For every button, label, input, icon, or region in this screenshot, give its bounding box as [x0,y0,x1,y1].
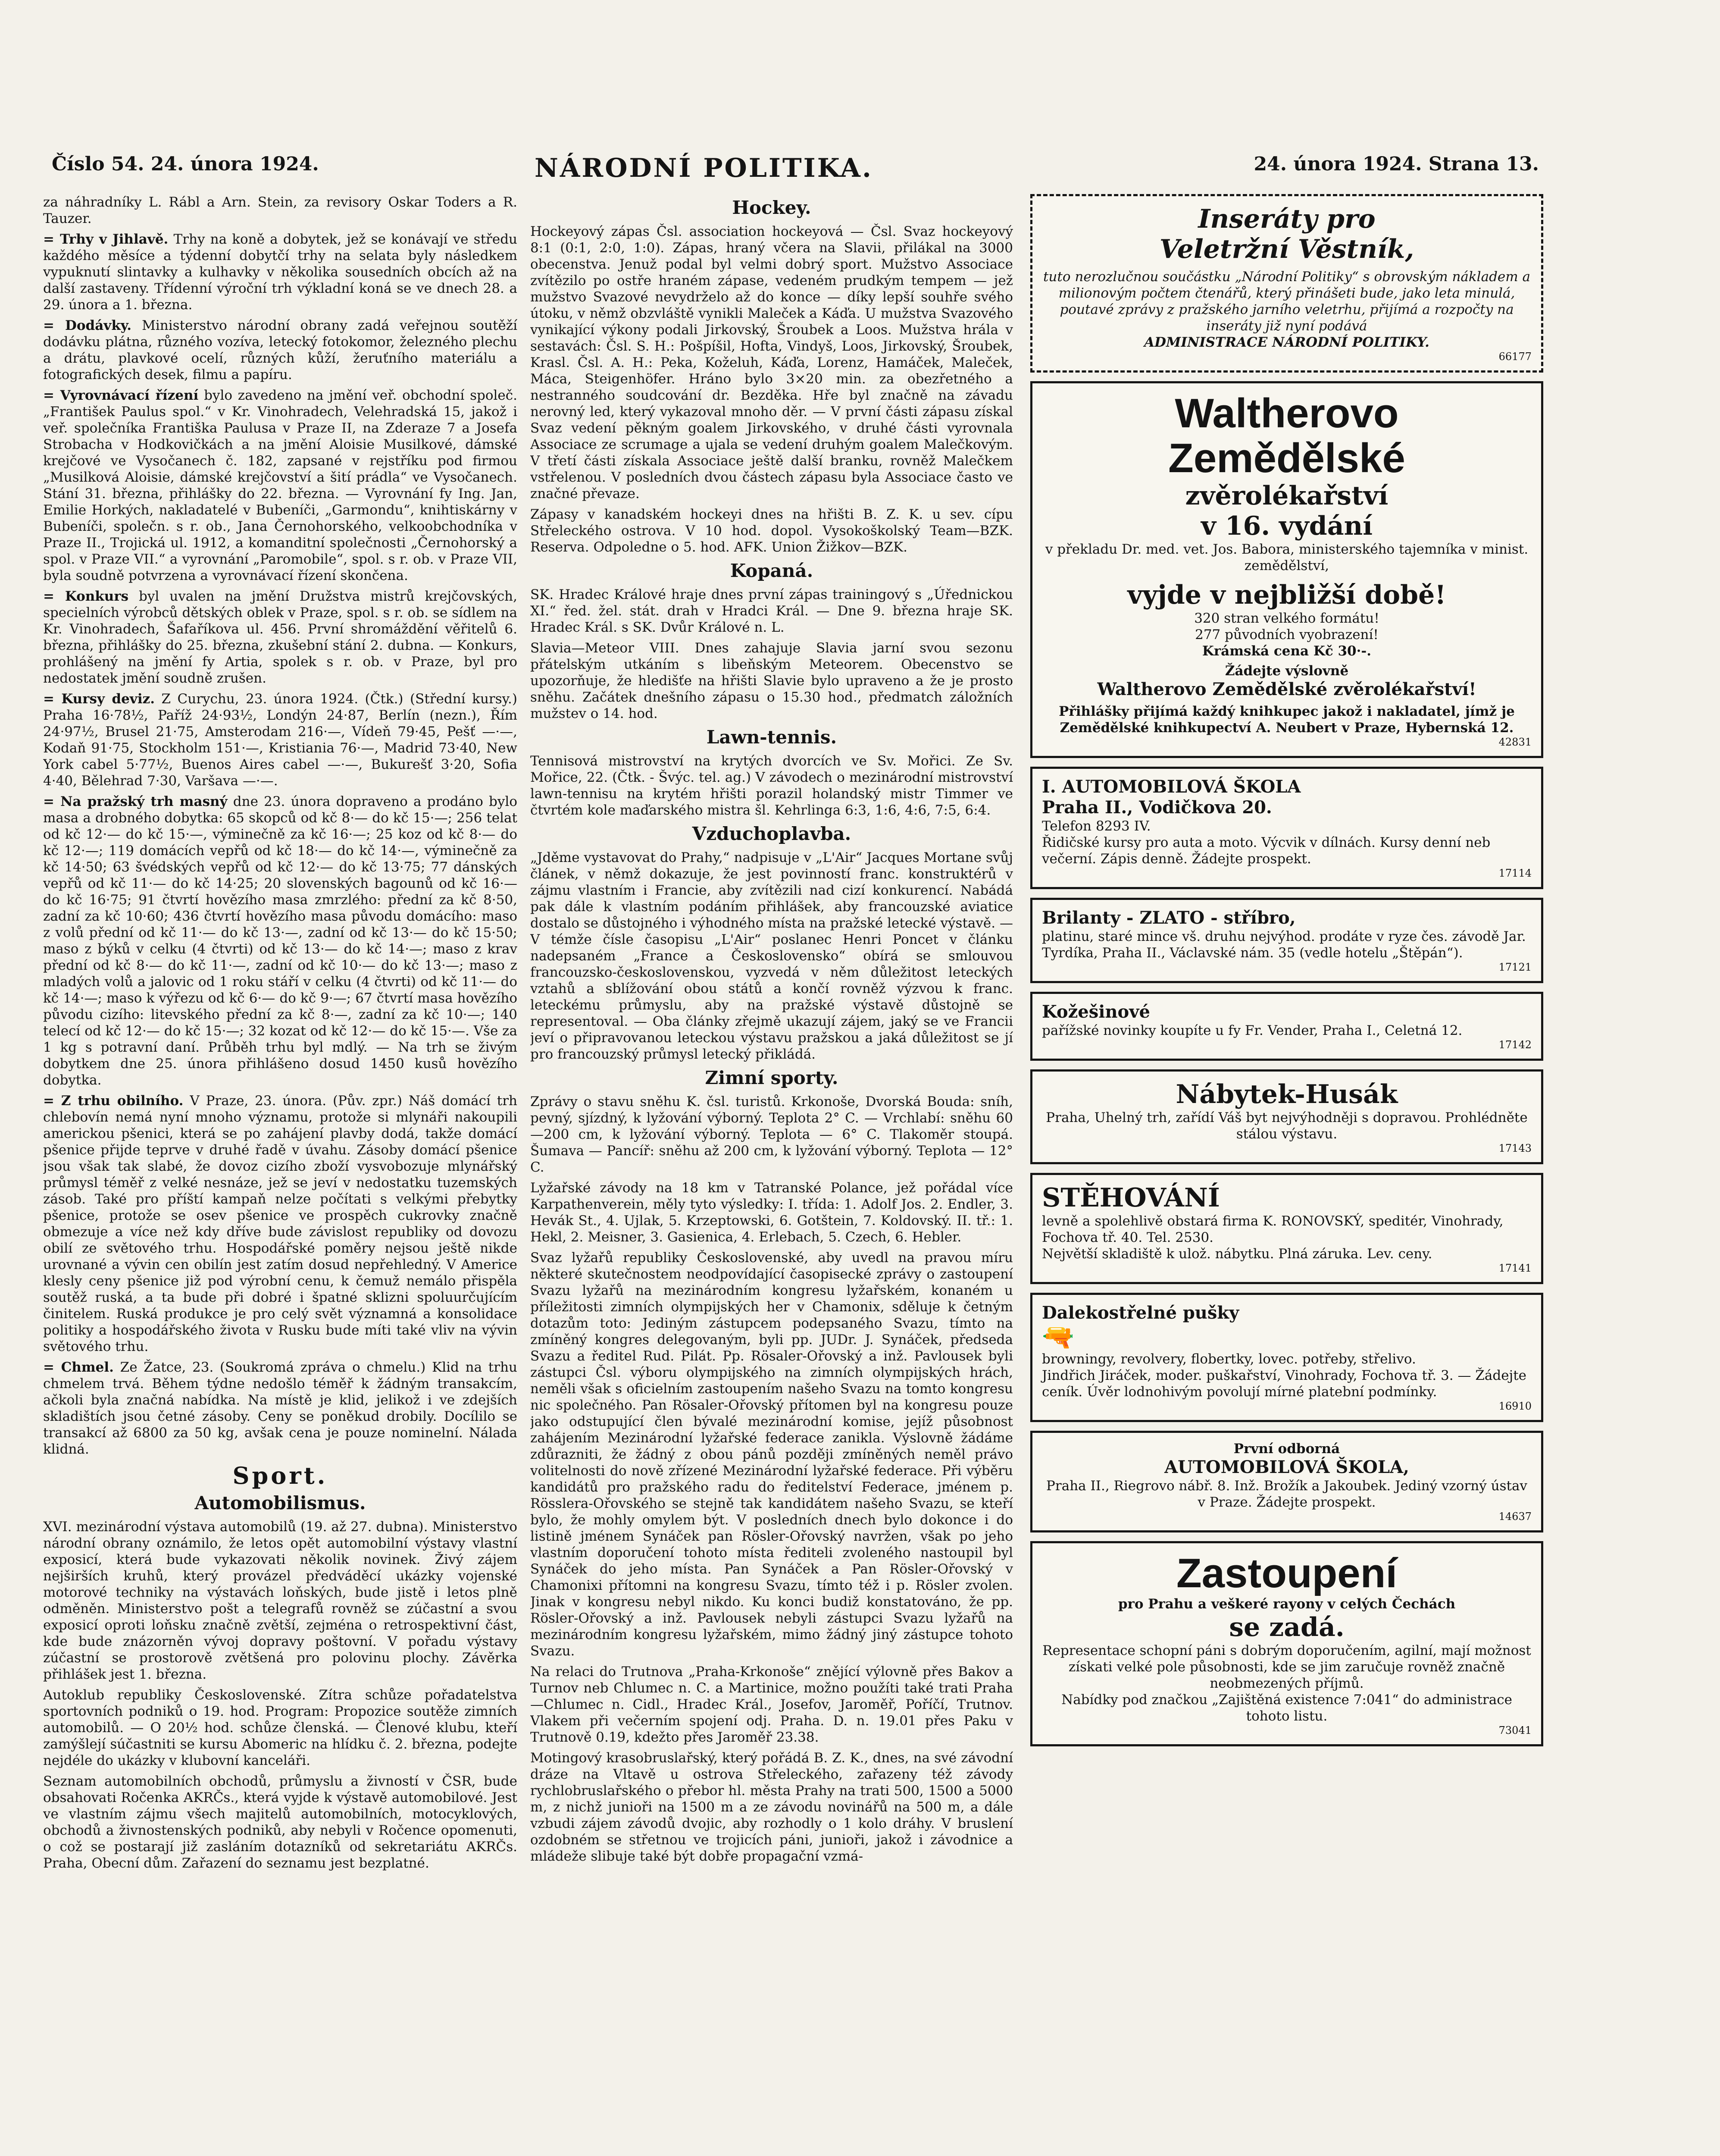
article-auto-3: Seznam automobilních obchodů, průmyslu a živností v ČSR, bude obsahovati Ročenka AKRČs., která vyjde k výstavě automobilové. Jest ve vlastním zájmu všech majitelů automobilních, motocyklových, obchodů a živnostenských podniků, aby nebyli v Ročence opomenuti, o což se postarají již zasláním dotazníků od sekretariátu AKRČs. Praha, Obecní dům. Zařazení do seznamu jest bezplatné. [43,1774,517,1871]
subsection-title-hockey: Hockey. [732,197,811,218]
ad-kozesinove: Kožešinové pařížské novinky koupíte u fy Fr. Vender, Praha I., Celetná 12. 17142 [1030,992,1543,1061]
ad-automobilova-skola-2: První odborná AUTOMOBILOVÁ ŠKOLA, Praha II., Riegrovo nábř. 8. Inž. Brožík a Jakoubek. Jediný vzorný ústav v Praze. Žádejte prospekt. 14637 [1030,1431,1543,1532]
ad-nabytek-husak: Nábytek-Husák Praha, Uhelný trh, zařídí Váš byt nejvýhodněji s dopravou. Prohlédněte stálou výstavu. 17143 [1030,1069,1543,1164]
ad-brilanty: Brilanty - ZLATO - stříbro, platinu, staré mince vš. druhu nejvýhod. prodáte v ryze čes. závodě Jar. Tyrdíka, Praha II., Václavské nám. 35 (vedle hotelu „Štěpán“). 17121 [1030,898,1543,983]
article-trh-obilni: = Z trhu obilního. V Praze, 23. února. (Pův. zpr.) Náš domácí trh chlebovín nemá nyní mnoho významu, protože si mlynáři nakoupili americkou pšenici, která se po zahájení plavby dodá, takže domácí pšenice přijde teprve v druhé řadě v úvahu. Zásoby domácí pšenice jsou však tak slabé, že dovoz cizího zboží vysvobozuje mlynářský průmysl téměř z velké nesnáze, jež se jeví v nedostatku tuzemských zásob. Také pro příští kampaň nelze počítati s velkými přebytky pšenice, protože se osev pšenice ve prospěch cukrovky značně obmezuje a více než kdy dříve bude závislost republiky od dovozu obilí ze světového trhu. Hospodářské poměry nejsou ještě nikde urovnané a vývin cen obilín jest zatím dosud nepřehledný. V Americe klesly ceny pšenice již pod výrobní cenu, k čemuž nemálo přispěla soutěž ruská, a ta bude při dobré i špatné sklizni spoluurčujícím činitelem. Ruská produkce je pro celý svět významná a konsolidace politiky a hospodářského života v Rusku bude míti také vliv na vývin světového trhu. [43,1093,517,1354]
article-lawn-tennis: Tennisová mistrovství na krytých dvorcích ve Sv. Mořici. Ze Sv. Mořice, 22. (Čtk. - Švýc. tel. ag.) V závodech o mezinárodní mistrovství lawn-tennisu na krytém hřišti porazil holandský mistr Timmer ve čtvrtém kole maďarského mistra šl. Kehrlinga 6:3, 1:6, 4:6, 7:5, 6:4. [530,753,1013,818]
issue-number: Číslo 54. 24. února 1924. [52,153,319,175]
ad-waltherovo: Waltherovo Zemědělské zvěrolékařství v 16. vydání v překladu Dr. med. vet. Jos. Babora, ministerského tajemníka v minist. zemědělství, vyjde v nejbližší době! 320 stran velkého formátu! 277 původních vyobrazení! Krámská cena Kč 30·-. Žádejte výslovně Waltherovo Zemědělské zvěrolékařství! Přihlášky přijímá každý knihkupec jakož i nakladatel, jímž je Zemědělské knihkupectví A. Neubert v Praze, Hybernská 12. 42831 [1030,381,1543,758]
article-zimni-5: Motingový krasobruslařský, který pořádá B. Z. K., dnes, na své závodní dráze na Vltavě u ostrova Střeleckého, zařazeny též závody rychlobruslařského o přebor hl. města Prahy na trati 500, 1500 a 5000 m, z nichž junioři na 1500 m a ze závodu novinářů na 500 m, a dále vzbudi zájem závodů dvojic, aby rozhodly o 1 kolo dráhy. V bruslení ozdobném se střetnou ve trojicích páni, junioři, jakož i závodnice a mládeže slibuje také být dobře propagační vzmá- [530,1750,1013,1864]
article-vyrovnavaci-rizeni: = Vyrovnávací řízení bylo zavedeno na jmění veř. obchodní společ. „František Paulus spol.“ v Kr. Vinohradech, Velehradská 15, jakož i veř. společníka Františka Paulusa v Praze II, na Zderaze 7 a Josefa Strobacha v Hodkovičkách a na jmění Aloisie Musilkové, dámské krejčové ve Vysočanech č. 182, zapsané v rejstříku pod firmou „Musilková Aloisie, dámské krejčovství a šití prádla“ ve Vysočanech. Stání 31. března, přihlášky do 22. března. — Vyrovnání fy Ing. Jan, Emilie Horkých, nakladatelé v Bubeníči, „Garmondu“, knihtiskárny v Bubeníči, společn. s r. ob., Jana Černohorského, velkoobchodníka v Praze II., Trojická ul. 1912, a komanditní společnosti „Černohorský a spol. v Praze VII.“ a vyrovnání „Paromobile“, spol. s r. ob. v Praze VII, byla soudně potvrzena a vyrovnávací řízení skončena. [43,388,517,583]
subsection-title-vzduchoplavba: Vzduchoplavba. [692,823,851,844]
article-chmel: = Chmel. Ze Žatce, 23. (Soukromá zpráva o chmelu.) Klid na trhu chmelem trvá. Během týdne nedošlo téměř k žádným transakcím, ačkoli byla značná nabídka. Na místě je klid, jelikož i ve zdejších skladištích jsou četné zásoby. Ceny se poněkud drobily. Docílilo se transakcí až 6800 za 50 kg, avšak cena je pouze nominelní. Nálada klidná. [43,1360,517,1457]
ad-veletrzni-vestnik: Inseráty pro Veletržní Věstník, tuto nerozlučnou součástku „Národní Politiky“ s obrovským nákladem a milionovým počtem čtenářů, který přinášeti bude, jako leta minulá, poutavé zprávy z pražského jarního veletrhu, přijímá a rozpočty na inseráty již nyní podává ADMINISTRACE NÁRODNÍ POLITIKY. 66177 [1030,194,1543,373]
subsection-title-lawn-tennis: Lawn-tennis. [706,727,837,748]
article-zimni-1: Zprávy o stavu sněhu K. čsl. turistů. Krkonoše, Dvorská Bouda: sníh, pevný, sjízdný, k lyžování výborný. Teplota 2° C. — Vrchlabí: sněhu 60—200 cm, k lyžování výborný. Teplota — 6° C. Tlakoměr stoupá. Šumava — Pancíř: sněhu až 200 cm, k lyžování výborný. Teplota — 12° C. [530,1094,1013,1175]
ad-zastoupeni: Zastoupení pro Prahu a veškeré rayony v celých Čechách se zadá. Representace schopní páni s dobrým doporučením, agilní, mají možnost získati velké pole působnosti, kde se jim zaručuje rovněž značně neobmezených příjmů. Nabídky pod značkou „Zajištěná existence 7:041“ do administrace tohoto listu. 73041 [1030,1541,1543,1746]
article-kopana-1: SK. Hradec Králové hraje dnes první zápas trainingový s „Úřednickou XI.“ řed. žel. stát. drah v Hradci Král. — Dne 9. března hraje SK. Hradec Král. s SK. Dvůr Králové n. L. [530,587,1013,635]
article-trhy-jihlave: = Trhy v Jihlavě. Trhy na koně a dobytek, jež se konávají ve středu každého měsíce a týdenní dobytčí trhy na selata byly následkem vypuknutí slintavky a kulhavky v několika sousedních obcích až na další zastaveny. Třídenní výroční trh výkladní koná se ve dnech 28. a 29. února a 1. března. [43,232,517,313]
section-title-sport: Sport. [232,1462,328,1489]
col1-top-text: za náhradníky L. Rábl a Arn. Stein, za revisory Oskar Toders a R. Tauzer. [43,194,517,226]
subsection-title-zimni-sporty: Zimní sporty. [705,1067,838,1088]
article-trh-masny: = Na pražský trh masný dne 23. února dopraveno a prodáno bylo masa a drobného dobytka: 65 skopců od kč 8·— do kč 15·—; 256 telat od kč 12·— do kč 15·—, výminečně za kč 16·—; 25 koz od kč 8·— do kč 12·—; 119 domácích vepřů od kč 18·— do kč 14·—, výminečně za kč 14·50; 63 švédských vepřů od kč 12·— do kč 13·75; 77 dánských vepřů od kč 11·— do kč 14·25; 20 slovenských bagounů od kč 16·— do kč 16·75; 91 čtvrtí hovězího masa zmrzlého: přední za kč 8·50, zadní za kč 10·60; 436 čtvrtí hovězího masa původu domácího: maso z volů přední od kč 11·— do kč 13·—, zadní od kč 13·— do kč 15·50; maso z býků v celku (4 čtvrti) od kč 13·— do kč 14·—; maso z krav přední od kč 8·— do kč 11·—, zadní od kč 10·— do kč 13·—; maso z mladých volů a jalovic od 1 roku stáří v celku (4 čtvrti) od kč 11·— do kč 14·—; maso k výřezu od kč 6·— do kč 9·—; 67 čtvrtí masa hovězího původu cizího: litevského přední za kč 8·—, zadní za kč 10·—; 140 telecí od kč 12·— do kč 15·—; 32 kozat od kč 12·— do kč 15·—. Vše za 1 kg s potravní daní. Průběh trhu byl mdlý. — Na trh se živým dobytkem dne 25. února přihlášeno dosud 1450 kusů hovězího dobytka. [43,794,517,1088]
column-2 [530,194,1013,2156]
ad-stehovani: STĚHOVÁNÍ levně a spolehlivě obstará firma K. RONOVSKÝ, speditér, Vinohrady, Fochova tř. 40. Tel. 2530. Největší skladiště k ulož. nábytku. Plná záruka. Lev. ceny. 17141 [1030,1173,1543,1284]
column-3-ads [1030,194,1543,2156]
article-zimni-4: Na relaci do Trutnova „Praha-Krkonoše“ znějící výlovně přes Bakov a Turnov neb Chlumec n. C. a Martinice, možno použíti také trati Praha—Chlumec n. Cidl., Hradec Král., Josefov, Jaroměř, Poříčí, Trutnov. Vlakem při večerním spojení odj. Praha. D. n. 19.01 přes Paku v Trutnově 0.19, kdežto přes Jaroměř 23.38. [530,1664,1013,1745]
page-date-and-number: 24. února 1924. Strana 13. [1254,153,1539,175]
column-1 [43,194,517,2156]
newspaper-title: NÁRODNÍ POLITIKA. [535,153,873,183]
article-kopana-2: Slavia—Meteor VIII. Dnes zahajuje Slavia jarní svou sezonu přátelským utkáním s libeňským Meteorem. Obecenstvo se upozorňuje, že hledišťe na hřišti Slavie bylo upraveno a že je prosto sněhu. Začátek dnešního zápasu o 15.30 hod., předmatch záložních mužstev o 14. hod. [530,640,1013,721]
article-auto-1: XVI. mezinárodní výstava automobilů (19. až 27. dubna). Ministerstvo národní obrany oznámilo, že letos opět automobilní výstavy vlastní exposicí, která bude vykazovati několik novinek. Živý zájem nejširších kruhů, který provázel předváděcí ukázky vojenské motorové techniky na výstavách loňských, bude jistě i letos plně odměněn. Ministerstvo pošt a telegrafů rovněž se zúčastní a svou exposicí oproti loňsku značně zvětší, zejména o retrospektivní část, kde bude znázorněn vývoj dopravy poštovní. V pořadu výstavy zúčastní se prostorově zvětšená pro polovinu plochy. Závěrka přihlášek jest 1. března. [43,1519,517,1682]
article-kursy-deviz: = Kursy deviz. Z Curychu, 23. února 1924. (Čtk.) (Střední kursy.) Praha 16·78½, Paříž 24·93½, Londýn 24·87, Berlín (nezn.), Řím 24·97½, Brusel 21·75, Amsterodam 216·—, Vídeň 79·45, Pešť —·—, Kodaň 91·75, Stockholm 151·—, Kristiania 76·—, Madrid 73·40, New York cabel 5·77½, Buenos Aires cabel —·—, Bukurešť 3·20, Sofia 4·40, Bělehrad 7·30, Varšava —·—. [43,691,517,789]
article-dodavky: = Dodávky. Ministerstvo národní obrany zadá veřejnou soutěží dodávku plátna, různého vozíva, letecký fotokomor, železného plechu a drátu, plavkové ocelí, různých kůží, žeruťního materiálu a fotografických desek, filmu a papíru. [43,318,517,382]
article-hockey-1: Hockeyový zápas Čsl. association hockeyová — Čsl. Svaz hockeyový 8:1 (0:1, 2:0, 1:0). Zápas, hraný včera na Slavii, přilákal na 3000 obecenstva. Jenuž podal byl velmi dobrý sport. Mužstvo Associace zvítězilo po ostře hraném zápase, vedeném prudkým tempem — jež mužstvo Svazové nevydrželo až do konce — díky lepší souhře svého útoku, v němž obzvláště vynikli Maleček a Káďa. U mužstva Svazového vynikající výkony podali Jirkovský, Šroubek a Loos. Mužstva hrála v sestavách: Čsl. S. H.: Pošpíšil, Hofta, Vindyš, Loos, Jirkovský, Šroubek, Krasl. Čsl. A. H.: Peka, Koželuh, Káďa, Lorenz, Hamáček, Maleček, Máca, Steigenhöfer. Hráno bylo 3×20 min. za obezřetného a nestranného soudcování dr. Bezděka. Hře byl značně na závadu nerovný led, který vykazoval mnoho děr. — V první části zápasu získal Svaz vedení pěkným goalem Jirkovského, v druhé části vyrovnala Associace ze scrumage a ujala se vedení druhým goalem Malečkovým. V třetí části získala Associace ještě další branku, rovněž Malečkem vstřelenou. V posledních dvou částech zápasu byla Associace často ve značné převaze. [530,224,1013,501]
article-zimni-3: Svaz lyžařů republiky Československé, aby uvedl na pravou míru některé skutečnostem neodpovídající časopisecké zprávy o zastoupení Svazu lyžařů na mezinárodním kongresu lyžařském, konaném u příležitosti zimních olympijských her v Chamonix, sděluje k četným dotazům toto: Jediným zástupcem podepsaného Svazu, tímto na zmíněný kongres delegovaným, byli pp. JUDr. J. Synáček, předseda Svazu a ředitel Rud. Pilát. Pp. Rösaler-Ořovský a inž. Pavlousek byli zástupci Čsl. výboru olympijského na zimních olympijských hrách, neměli však s oficielním zastoupením našeho Svazu na tomto kongresu nic společného. Pan Rösaler-Ořovský přítomen byl na kongresu pouze jako odstupující člen bývalé mezinárodní komise, jejíž působnost zahájením Mezinárodní lyžařské federace zanikla. Výslovně žádáme zdůrazniti, že žádný z obou pánů později zmíněných neměl právo volitelnosti do nově zřízené Mezinárodní lyžařské federace. Při výběru kandidátů pro pražského radu do ředitelství Federace, jménem p. Rösslera-Ořovského se stejně tak kandidátem našeho Svazu, se kteří bylo, že mohly omylem být. V posledních dnech bylo dokonce i do listině jménem Synáček pan Rösler-Ořovský navržen, však po jeho vlastním doporučení tohoto místa řediteli zvoleného nastoupil byl Synáček do jeho místa. Pan Synáček a Pan Rösler-Ořovský v Chamonixi přítomni na kongresu Svazu, tímto též i p. Rösler zvolen. Jinak v kongresu nebyl nikdo. Ku konci budiž konstatováno, že pp. Rösler-Ořovský a inž. Pavlousek nebyli zástupci Svazu lyžařů na mezinárodním kongresu lyžařském, mimo žádný jiný zástupce tohoto Svazu. [530,1250,1013,1659]
article-vzduchoplavba: „Jděme vystavovat do Prahy,“ nadpisuje v „L'Air“ Jacques Mortane svůj článek, v němž dokazuje, že jest povinností franc. konstruktérů v zájmu vlastním i Francie, aby zvítězili nad cizí konkurencí. Nabádá pak dále k vlastním podáním přihlášek, aby francouzské aviatice dostalo se důstojného i výhodného místa na pražské letecké výstavě. — V témže čísle časopisu „L'Air“ poslanec Henri Poncet v článku nadepsaném „France a Československo“ obírá se smlouvou francouzsko-československou, vyzvedá v něm důležitost leteckých vztahů a sblížování obou států a končí rovněž výzvou k franc. leteckému průmyslu, aby na pražské výstavě důstojně se representoval. — Oba články zřejmě ukazují zájem, jaký se ve Francii jeví o připravovanou leteckou výstavu pražskou a jaká důležitost se jí pro francouzský průmysl letecký přikládá. [530,850,1013,1062]
article-konkurs: = Konkurs byl uvalen na jmění Družstva mistrů krejčovských, specielních výrobců dětských oblek v Praze, spol. s r. ob. se sídlem na Kr. Vinohradech, Šafaříkova ul. 456. První shromáždění věřitelů 6. března, přihlášky do 25. března, zkušební stání 2. dubna. — Konkurs, prohlášený na jmění fy Artia, spolek s r. ob. v Praze, byl pro nedostatek jmění soudně zrušen. [43,589,517,686]
article-auto-2: Autoklub republiky Československé. Zítra schůze pořadatelstva sportovních podniků o 19. hod. Program: Propozice soutěže zimních automobilů. — O 20½ hod. schůze členská. — Členové klubu, kteří zamýšlejí súčastniti se kursu Abomeric na hlídku č. 2. března, podejte nejdéle do ukázky v klubovní kanceláři. [43,1687,517,1768]
ad-automobilova-skola-1: I. AUTOMOBILOVÁ ŠKOLA Praha II., Vodičkova 20. Telefon 8293 IV. Řidičské kursy pro auta a moto. Výcvik v dílnách. Kursy denní neb večerní. Zápis denně. Žádejte prospekt. 17114 [1030,767,1543,889]
subsection-title-kopana: Kopaná. [730,560,813,581]
ad-dalekostrelne-pusky: Dalekostřelné pušky 🔫 browningy, revolvery, flobertky, lovec. potřeby, střelivo. Jindřich Jiráček, moder. puškařství, Vinohrady, Fochova tř. 3. — Žádejte ceník. Úvěr lodnohivým povolují mírné platební podmínky. 16910 [1030,1293,1543,1422]
article-zimni-2: Lyžařské závody na 18 km v Tatranské Polance, jež pořádal více Karpathenverein, měly tyto výsledky: I. třída: 1. Adolf Jos. 2. Endler, 3. Hevák St., 4. Ujlak, 5. Krzeptowski, 6. Gotštein, 7. Koldovský. II. tř.: 1. Hekl, 2. Meisner, 3. Gasienica, 4. Erlebach, 5. Czech, 6. Hebler. [530,1180,1013,1245]
subsection-title-automobilismus: Automobilismus. [194,1492,366,1514]
pistol-icon: 🔫 [1042,1322,1074,1352]
article-hockey-2: Zápasy v kanadském hockeyi dnes na hřišti B. Z. K. u sev. cípu Střeleckého ostrova. V 10 hod. dopol. Vysokoškolský Team—BZK. Reserva. Odpoledne o 5. hod. AFK. Union Žižkov—BZK. [530,507,1013,555]
